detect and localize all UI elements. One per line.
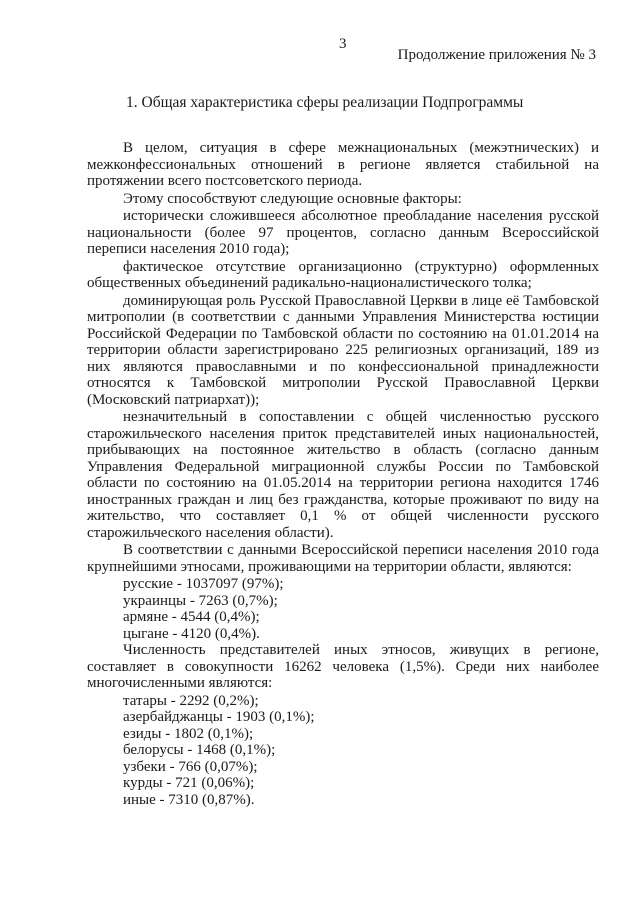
paragraph-factors-lead: Этому способствуют следующие основные факторы: xyxy=(123,190,462,207)
list-item: езиды - 1802 (0,1%); xyxy=(123,725,254,742)
list-item: курды - 721 (0,06%); xyxy=(123,775,255,791)
section-title: 1. Общая характеристика сферы реализации Подпрограммы xyxy=(126,94,524,111)
list-item: цыгане - 4120 (0,4%). xyxy=(123,625,260,642)
appendix-continuation-label: Продолжение приложения № 3 xyxy=(397,47,596,63)
list-item: иные - 7310 (0,87%). xyxy=(123,791,255,808)
page-number: 3 xyxy=(339,36,347,52)
list-item: армяне - 4544 (0,4%); xyxy=(123,609,260,625)
paragraph-census: В соответствии с данными Всероссийской переписи населения 2010 года крупнейшими этносами, проживающими на территории области, являются: xyxy=(87,542,599,575)
other-ethnic-groups-list xyxy=(87,693,599,809)
paragraph-factor-migration: незначительный в сопоставлении с общей численностью русского старожильческого населения приток представителей иных национальностей, прибывающих на постоянное жительство в область (согласно данным Управления Федеральной миграционной службы России по Тамбовской области по состоянию на 01.05.2014 на территории региона находится 1746 иностранных граждан и лиц без гражданства, которые проживают по виду на жительство, что составляет 0,1 % от общей численности русского старожильческого населения области). xyxy=(87,409,599,541)
list-item: русские - 1037097 (97%); xyxy=(123,576,284,592)
list-item: азербайджанцы - 1903 (0,1%); xyxy=(123,709,315,725)
paragraph-factor-historical: исторически сложившееся абсолютное преобладание населения русской национальности (более 97 процентов, согласно данным Всероссийской переписи населения 2010 года); xyxy=(87,208,599,257)
list-item: белорусы - 1468 (0,1%); xyxy=(123,742,276,758)
list-item: татары - 2292 (0,2%); xyxy=(123,692,259,709)
list-item: украинцы - 7263 (0,7%); xyxy=(123,592,278,609)
document-body xyxy=(87,140,599,808)
paragraph-factor-no-radical: фактическое отсутствие организационно (структурно) оформленных общественных объединений радикально-националистического толка; xyxy=(87,258,599,291)
list-item: узбеки - 766 (0,07%); xyxy=(123,758,258,775)
major-ethnic-groups-list xyxy=(87,576,599,642)
paragraph-other-ethnic: Численность представителей иных этносов, живущих в регионе, составляет в совокупности 16262 человека (1,5%). Среди них наиболее многочисленными являются: xyxy=(87,642,599,691)
paragraph-intro: В целом, ситуация в сфере межнациональных (межэтнических) и межконфессиональных отношений в регионе является стабильной на протяжении всего постсоветского периода. xyxy=(87,140,599,189)
paragraph-factor-orthodox-church: доминирующая роль Русской Православной Церкви в лице её Тамбовской митрополии (в соответствии с данными Управления Министерства юстиции Российской Федерации по Тамбовской области по состоянию на 01.01.2014 на территории области зарегистрировано 225 религиозных организаций, 189 из них являются православными и по конфессиональной принадлежности относятся к Тамбовской митрополии Русской Православной Церкви (Московский патриархат)); xyxy=(87,292,599,408)
